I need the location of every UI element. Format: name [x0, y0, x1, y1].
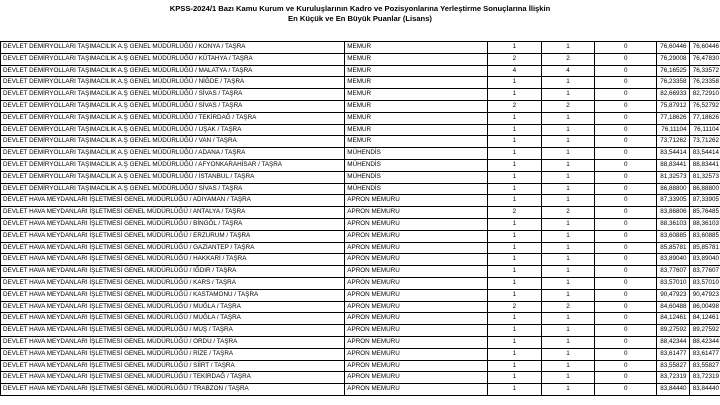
position-cell: APRON MEMURU [345, 254, 488, 266]
min-score-cell: 76,29008 [657, 53, 689, 65]
max-score-cell: 83,84440 [689, 384, 720, 396]
institution-cell: DEVLET HAVA MEYDANLARI İŞLETMESİ GENEL MÜDÜRLÜĞÜ / MUĞLA / TAŞRA [1, 313, 345, 325]
quota-cell: 1 [488, 254, 542, 266]
results-table-container [0, 41, 720, 396]
placed-cell: 1 [541, 289, 595, 301]
table-row [1, 207, 720, 219]
empty-cell: 0 [595, 195, 657, 207]
empty-cell: 0 [595, 242, 657, 254]
max-score-cell: 76,11104 [689, 124, 720, 136]
empty-cell: 0 [595, 148, 657, 160]
position-cell: APRON MEMURU [345, 301, 488, 313]
min-score-cell: 86,88800 [657, 183, 689, 195]
placed-cell: 1 [541, 42, 595, 54]
quota-cell: 1 [488, 89, 542, 101]
max-score-cell: 86,00498 [689, 301, 720, 313]
min-score-cell: 82,66933 [657, 89, 689, 101]
empty-cell: 0 [595, 336, 657, 348]
min-score-cell: 83,61477 [657, 348, 689, 360]
position-cell: APRON MEMURU [345, 218, 488, 230]
min-score-cell: 76,23358 [657, 77, 689, 89]
max-score-cell: 83,55827 [689, 360, 720, 372]
table-row [1, 360, 720, 372]
institution-cell: DEVLET DEMİRYOLLARI TAŞIMACILIK A.Ş GENEL MÜDÜRLÜĞÜ / ADANA / TAŞRA [1, 148, 345, 160]
position-cell: MÜHENDİS [345, 148, 488, 160]
position-cell: APRON MEMURU [345, 289, 488, 301]
institution-cell: DEVLET HAVA MEYDANLARI İŞLETMESİ GENEL MÜDÜRLÜĞÜ / ORDU / TAŞRA [1, 336, 345, 348]
position-cell: MEMUR [345, 89, 488, 101]
position-cell: APRON MEMURU [345, 195, 488, 207]
position-cell: APRON MEMURU [345, 348, 488, 360]
table-row [1, 53, 720, 65]
placed-cell: 1 [541, 183, 595, 195]
quota-cell: 1 [488, 384, 542, 396]
institution-cell: DEVLET HAVA MEYDANLARI İŞLETMESİ GENEL MÜDÜRLÜĞÜ / IĞDIR / TAŞRA [1, 266, 345, 278]
empty-cell: 0 [595, 112, 657, 124]
empty-cell: 0 [595, 207, 657, 219]
position-cell: MÜHENDİS [345, 171, 488, 183]
position-cell: APRON MEMURU [345, 313, 488, 325]
institution-cell: DEVLET HAVA MEYDANLARI İŞLETMESİ GENEL MÜDÜRLÜĞÜ / BİNGÖL / TAŞRA [1, 218, 345, 230]
placed-cell: 1 [541, 325, 595, 337]
max-score-cell: 83,57010 [689, 277, 720, 289]
max-score-cell: 76,47830 [689, 53, 720, 65]
institution-cell: DEVLET HAVA MEYDANLARI İŞLETMESİ GENEL MÜDÜRLÜĞÜ / ERZURUM / TAŞRA [1, 230, 345, 242]
table-row [1, 325, 720, 337]
min-score-cell: 83,89040 [657, 254, 689, 266]
min-score-cell: 88,42344 [657, 336, 689, 348]
empty-cell: 0 [595, 124, 657, 136]
quota-cell: 1 [488, 42, 542, 54]
institution-cell: DEVLET HAVA MEYDANLARI İŞLETMESİ GENEL MÜDÜRLÜĞÜ / TEKİRDAĞ / TAŞRA [1, 372, 345, 384]
placed-cell: 1 [541, 159, 595, 171]
max-score-cell: 83,89040 [689, 254, 720, 266]
quota-cell: 1 [488, 159, 542, 171]
institution-cell: DEVLET HAVA MEYDANLARI İŞLETMESİ GENEL MÜDÜRLÜĞÜ / MUĞLA / TAŞRA [1, 301, 345, 313]
max-score-cell: 83,60885 [689, 230, 720, 242]
quota-cell: 1 [488, 313, 542, 325]
min-score-cell: 76,16525 [657, 65, 689, 77]
empty-cell: 0 [595, 53, 657, 65]
institution-cell: DEVLET HAVA MEYDANLARI İŞLETMESİ GENEL MÜDÜRLÜĞÜ / RİZE / TAŞRA [1, 348, 345, 360]
placed-cell: 2 [541, 53, 595, 65]
placed-cell: 2 [541, 301, 595, 313]
quota-cell: 1 [488, 148, 542, 160]
placed-cell: 2 [541, 100, 595, 112]
empty-cell: 0 [595, 266, 657, 278]
max-score-cell: 76,23358 [689, 77, 720, 89]
table-row [1, 348, 720, 360]
position-cell: APRON MEMURU [345, 336, 488, 348]
placed-cell: 1 [541, 313, 595, 325]
min-score-cell: 83,57010 [657, 277, 689, 289]
max-score-cell: 85,85781 [689, 242, 720, 254]
placed-cell: 1 [541, 77, 595, 89]
min-score-cell: 88,36103 [657, 218, 689, 230]
empty-cell: 0 [595, 325, 657, 337]
empty-cell: 0 [595, 289, 657, 301]
min-score-cell: 76,60446 [657, 42, 689, 54]
position-cell: APRON MEMURU [345, 207, 488, 219]
max-score-cell: 88,36103 [689, 218, 720, 230]
institution-cell: DEVLET DEMİRYOLLARI TAŞIMACILIK A.Ş GENEL MÜDÜRLÜĞÜ / UŞAK / TAŞRA [1, 124, 345, 136]
quota-cell: 1 [488, 360, 542, 372]
table-row [1, 230, 720, 242]
placed-cell: 1 [541, 89, 595, 101]
empty-cell: 0 [595, 77, 657, 89]
empty-cell: 0 [595, 254, 657, 266]
placed-cell: 1 [541, 195, 595, 207]
table-row [1, 195, 720, 207]
institution-cell: DEVLET DEMİRYOLLARI TAŞIMACILIK A.Ş GENEL MÜDÜRLÜĞÜ / AFYONKARAHİSAR / TAŞRA [1, 159, 345, 171]
min-score-cell: 90,47923 [657, 289, 689, 301]
position-cell: MEMUR [345, 100, 488, 112]
empty-cell: 0 [595, 360, 657, 372]
max-score-cell: 81,32573 [689, 171, 720, 183]
institution-cell: DEVLET HAVA MEYDANLARI İŞLETMESİ GENEL MÜDÜRLÜĞÜ / GAZİANTEP / TAŞRA [1, 242, 345, 254]
min-score-cell: 83,84440 [657, 384, 689, 396]
placed-cell: 1 [541, 254, 595, 266]
empty-cell: 0 [595, 42, 657, 54]
max-score-cell: 76,33572 [689, 65, 720, 77]
max-score-cell: 86,88800 [689, 183, 720, 195]
institution-cell: DEVLET HAVA MEYDANLARI İŞLETMESİ GENEL MÜDÜRLÜĞÜ / HAKKARİ / TAŞRA [1, 254, 345, 266]
table-row [1, 112, 720, 124]
placed-cell: 1 [541, 372, 595, 384]
placed-cell: 1 [541, 112, 595, 124]
institution-cell: DEVLET HAVA MEYDANLARI İŞLETMESİ GENEL MÜDÜRLÜĞÜ / MUŞ / TAŞRA [1, 325, 345, 337]
placed-cell: 1 [541, 171, 595, 183]
min-score-cell: 83,54414 [657, 148, 689, 160]
institution-cell: DEVLET DEMİRYOLLARI TAŞIMACILIK A.Ş GENEL MÜDÜRLÜĞÜ / SİVAS / TAŞRA [1, 183, 345, 195]
max-score-cell: 76,52792 [689, 100, 720, 112]
max-score-cell: 76,60446 [689, 42, 720, 54]
min-score-cell: 73,71262 [657, 136, 689, 148]
institution-cell: DEVLET DEMİRYOLLARI TAŞIMACILIK A.Ş GENEL MÜDÜRLÜĞÜ / SİVAS / TAŞRA [1, 89, 345, 101]
quota-cell: 1 [488, 277, 542, 289]
max-score-cell: 87,33905 [689, 195, 720, 207]
table-row [1, 148, 720, 160]
table-row [1, 136, 720, 148]
max-score-cell: 89,27592 [689, 325, 720, 337]
empty-cell: 0 [595, 301, 657, 313]
position-cell: APRON MEMURU [345, 372, 488, 384]
position-cell: APRON MEMURU [345, 242, 488, 254]
empty-cell: 0 [595, 384, 657, 396]
table-row [1, 372, 720, 384]
position-cell: APRON MEMURU [345, 360, 488, 372]
position-cell: APRON MEMURU [345, 230, 488, 242]
placed-cell: 4 [541, 65, 595, 77]
min-score-cell: 76,11104 [657, 124, 689, 136]
institution-cell: DEVLET DEMİRYOLLARI TAŞIMACILIK A.Ş GENEL MÜDÜRLÜĞÜ / MALATYA / TAŞRA [1, 65, 345, 77]
empty-cell: 0 [595, 183, 657, 195]
min-score-cell: 83,55827 [657, 360, 689, 372]
quota-cell: 1 [488, 195, 542, 207]
table-row [1, 77, 720, 89]
placed-cell: 1 [541, 336, 595, 348]
min-score-cell: 83,77607 [657, 266, 689, 278]
position-cell: MEMUR [345, 42, 488, 54]
placed-cell: 1 [541, 148, 595, 160]
quota-cell: 1 [488, 183, 542, 195]
max-score-cell: 90,47923 [689, 289, 720, 301]
max-score-cell: 73,71262 [689, 136, 720, 148]
quota-cell: 1 [488, 136, 542, 148]
empty-cell: 0 [595, 136, 657, 148]
position-cell: MEMUR [345, 136, 488, 148]
quota-cell: 1 [488, 289, 542, 301]
min-score-cell: 88,83441 [657, 159, 689, 171]
quota-cell: 1 [488, 124, 542, 136]
quota-cell: 2 [488, 53, 542, 65]
table-row [1, 124, 720, 136]
title-line-1: KPSS-2024/1 Bazı Kamu Kurum ve Kuruluşlarının Kadro ve Pozisyonlarına Yerleştirme Sonuçlarına İlişkin [169, 4, 551, 13]
table-row [1, 242, 720, 254]
quota-cell: 1 [488, 372, 542, 384]
table-row [1, 277, 720, 289]
max-score-cell: 83,77607 [689, 266, 720, 278]
quota-cell: 1 [488, 230, 542, 242]
placed-cell: 1 [541, 124, 595, 136]
min-score-cell: 83,60885 [657, 230, 689, 242]
placed-cell: 1 [541, 277, 595, 289]
max-score-cell: 82,72910 [689, 89, 720, 101]
placed-cell: 1 [541, 218, 595, 230]
position-cell: MEMUR [345, 124, 488, 136]
min-score-cell: 81,32573 [657, 171, 689, 183]
empty-cell: 0 [595, 65, 657, 77]
title-line-2: En Küçük ve En Büyük Puanlar (Lisans) [288, 14, 432, 23]
quota-cell: 2 [488, 301, 542, 313]
placed-cell: 1 [541, 266, 595, 278]
max-score-cell: 88,83441 [689, 159, 720, 171]
quota-cell: 1 [488, 242, 542, 254]
table-row [1, 100, 720, 112]
max-score-cell: 83,54414 [689, 148, 720, 160]
placed-cell: 1 [541, 360, 595, 372]
position-cell: MEMUR [345, 53, 488, 65]
placed-cell: 1 [541, 384, 595, 396]
position-cell: MEMUR [345, 77, 488, 89]
min-score-cell: 75,87912 [657, 100, 689, 112]
position-cell: APRON MEMURU [345, 325, 488, 337]
quota-cell: 1 [488, 266, 542, 278]
table-row [1, 254, 720, 266]
table-row [1, 183, 720, 195]
institution-cell: DEVLET HAVA MEYDANLARI İŞLETMESİ GENEL MÜDÜRLÜĞÜ / KASTAMONU / TAŞRA [1, 289, 345, 301]
empty-cell: 0 [595, 277, 657, 289]
quota-cell: 2 [488, 100, 542, 112]
institution-cell: DEVLET DEMİRYOLLARI TAŞIMACILIK A.Ş GENEL MÜDÜRLÜĞÜ / KONYA / TAŞRA [1, 42, 345, 54]
min-score-cell: 89,27592 [657, 325, 689, 337]
position-cell: APRON MEMURU [345, 384, 488, 396]
min-score-cell: 77,18626 [657, 112, 689, 124]
min-score-cell: 84,60488 [657, 301, 689, 313]
quota-cell: 1 [488, 218, 542, 230]
results-table-body [1, 42, 720, 396]
table-row [1, 289, 720, 301]
max-score-cell: 85,76485 [689, 207, 720, 219]
table-row [1, 336, 720, 348]
empty-cell: 0 [595, 372, 657, 384]
table-row [1, 218, 720, 230]
table-row [1, 313, 720, 325]
position-cell: MEMUR [345, 65, 488, 77]
table-row [1, 301, 720, 313]
empty-cell: 0 [595, 348, 657, 360]
quota-cell: 1 [488, 171, 542, 183]
quota-cell: 1 [488, 77, 542, 89]
quota-cell: 1 [488, 112, 542, 124]
institution-cell: DEVLET HAVA MEYDANLARI İŞLETMESİ GENEL MÜDÜRLÜĞÜ / SİİRT / TAŞRA [1, 360, 345, 372]
institution-cell: DEVLET DEMİRYOLLARI TAŞIMACILIK A.Ş GENEL MÜDÜRLÜĞÜ / İSTANBUL / TAŞRA [1, 171, 345, 183]
institution-cell: DEVLET HAVA MEYDANLARI İŞLETMESİ GENEL MÜDÜRLÜĞÜ / TRABZON / TAŞRA [1, 384, 345, 396]
results-table [0, 41, 720, 396]
min-score-cell: 87,33905 [657, 195, 689, 207]
placed-cell: 1 [541, 348, 595, 360]
table-row [1, 171, 720, 183]
min-score-cell: 85,85781 [657, 242, 689, 254]
placed-cell: 1 [541, 242, 595, 254]
position-cell: MEMUR [345, 112, 488, 124]
max-score-cell: 77,18626 [689, 112, 720, 124]
max-score-cell: 84,12461 [689, 313, 720, 325]
document-title [0, 4, 720, 24]
min-score-cell: 83,86806 [657, 207, 689, 219]
empty-cell: 0 [595, 218, 657, 230]
quota-cell: 1 [488, 325, 542, 337]
table-row [1, 65, 720, 77]
institution-cell: DEVLET HAVA MEYDANLARI İŞLETMESİ GENEL MÜDÜRLÜĞÜ / ADIYAMAN / TAŞRA [1, 195, 345, 207]
max-score-cell: 83,72319 [689, 372, 720, 384]
empty-cell: 0 [595, 313, 657, 325]
empty-cell: 0 [595, 230, 657, 242]
table-row [1, 266, 720, 278]
empty-cell: 0 [595, 100, 657, 112]
quota-cell: 4 [488, 65, 542, 77]
table-row [1, 42, 720, 54]
institution-cell: DEVLET HAVA MEYDANLARI İŞLETMESİ GENEL MÜDÜRLÜĞÜ / KARS / TAŞRA [1, 277, 345, 289]
max-score-cell: 83,61477 [689, 348, 720, 360]
institution-cell: DEVLET DEMİRYOLLARI TAŞIMACILIK A.Ş GENEL MÜDÜRLÜĞÜ / NİĞDE / TAŞRA [1, 77, 345, 89]
institution-cell: DEVLET DEMİRYOLLARI TAŞIMACILIK A.Ş GENEL MÜDÜRLÜĞÜ / KÜTAHYA / TAŞRA [1, 53, 345, 65]
empty-cell: 0 [595, 171, 657, 183]
placed-cell: 1 [541, 136, 595, 148]
placed-cell: 2 [541, 207, 595, 219]
empty-cell: 0 [595, 89, 657, 101]
position-cell: MÜHENDİS [345, 183, 488, 195]
position-cell: APRON MEMURU [345, 277, 488, 289]
quota-cell: 1 [488, 348, 542, 360]
table-row [1, 384, 720, 396]
position-cell: APRON MEMURU [345, 266, 488, 278]
institution-cell: DEVLET DEMİRYOLLARI TAŞIMACILIK A.Ş GENEL MÜDÜRLÜĞÜ / TEKİRDAĞ / TAŞRA [1, 112, 345, 124]
empty-cell: 0 [595, 159, 657, 171]
min-score-cell: 84,12461 [657, 313, 689, 325]
institution-cell: DEVLET DEMİRYOLLARI TAŞIMACILIK A.Ş GENEL MÜDÜRLÜĞÜ / VAN / TAŞRA [1, 136, 345, 148]
institution-cell: DEVLET HAVA MEYDANLARI İŞLETMESİ GENEL MÜDÜRLÜĞÜ / ANTALYA / TAŞRA [1, 207, 345, 219]
quota-cell: 2 [488, 207, 542, 219]
table-row [1, 89, 720, 101]
institution-cell: DEVLET DEMİRYOLLARI TAŞIMACILIK A.Ş GENEL MÜDÜRLÜĞÜ / SİVAS / TAŞRA [1, 100, 345, 112]
min-score-cell: 83,72319 [657, 372, 689, 384]
max-score-cell: 88,42344 [689, 336, 720, 348]
placed-cell: 1 [541, 230, 595, 242]
quota-cell: 1 [488, 336, 542, 348]
position-cell: MÜHENDİS [345, 159, 488, 171]
table-row [1, 159, 720, 171]
